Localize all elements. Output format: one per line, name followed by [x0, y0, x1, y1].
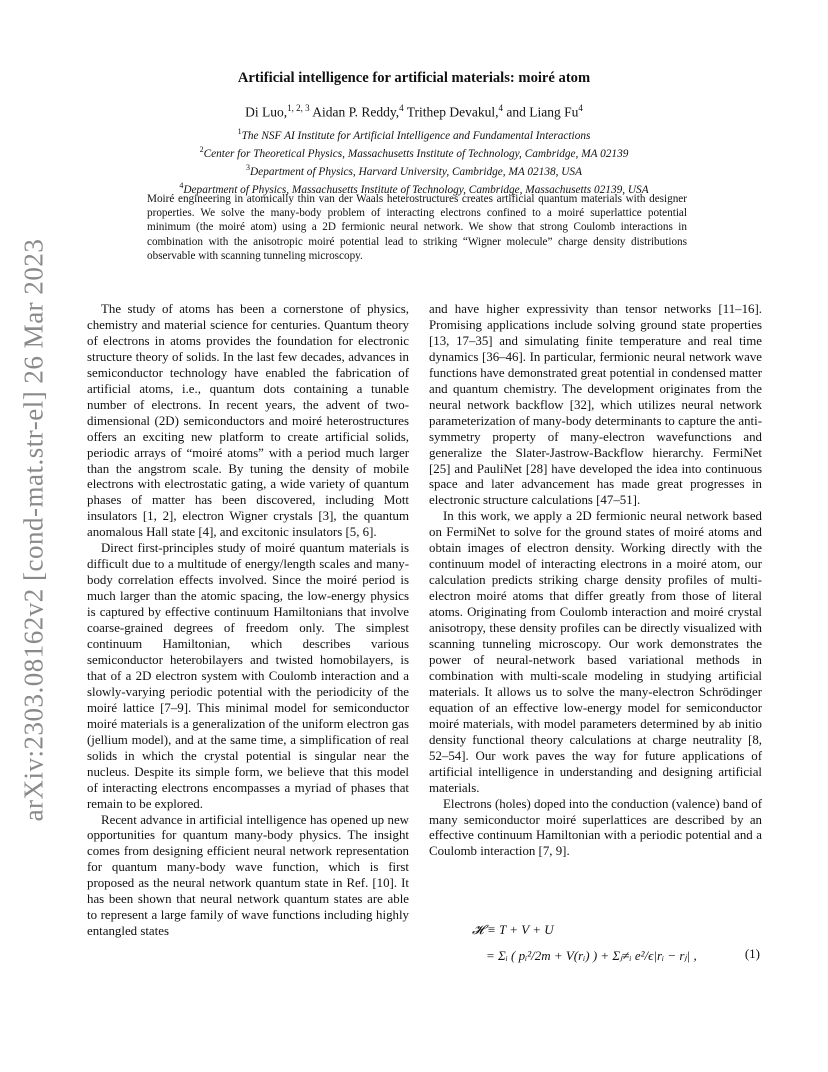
right-column	[429, 302, 762, 860]
abstract: Moiré engineering in atomically thin van der Waals heterostructures creates artificial quantum materials with designer properties. We solve the many-body problem of interacting electrons confined to a moiré superlattice potential minimum (the moiré atom) using a 2D fermionic neural network. We show that strong Coulomb interactions in combination with the anisotropic moiré potential lead to striking “Wigner molecule” charge density distributions observable with scanning tunneling microscopy.	[147, 193, 687, 262]
paper-title: Artificial intelligence for artificial materials: moiré atom	[237, 70, 591, 86]
author-name: Di Luo,	[245, 104, 288, 120]
body-paragraph: Recent advance in artificial intelligence has opened up new opportunities for quantum many-body physics. The insight comes from designing efficient neural network representation for quantum many-body wave function, which is first proposed as the neural network quantum state in Ref. [10]. It has been shown that neural network quantum states are able to represent a large family of wave functions including highly entangled states	[87, 812, 409, 939]
body-paragraph: The study of atoms has been a cornerstone of physics, chemistry and material science for centuries. Quantum theory of electrons in atoms provides the foundation for electronic structure theory of solids. In the last few decades, advances in semiconductor technology have enabled the fabrication of artificial atoms, i.e., quantum dots containing a tunable number of electrons. In recent years, the advent of two-dimensional (2D) semiconductors and moiré heterostructures offers an exciting new platform to create artificial solids, periodic arrays of “moiré atoms” with a period much larger than the angstrom scale. By tuning the density of mobile electrons with electrostatic gating, a wide variety of quantum phases of matter has been discovered, including Mott insulators [1, 2], electron Wigner crystals [3], the quantum anomalous Hall state [4], and excitonic insulators [5, 6].	[87, 302, 409, 540]
equation-line: = Σᵢ ( pᵢ²/2m + V(rᵢ) ) + Σⱼ≠ᵢ e²/ϵ|rᵢ − rⱼ| ,	[486, 948, 697, 963]
author-name: and Liang Fu	[506, 104, 579, 120]
author-name: Trithep Devakul,	[406, 104, 499, 120]
body-paragraph: In this work, we apply a 2D fermionic neural network based on FermiNet to solve for the ground states of moiré atoms and obtain images of electron density. Working directly with the continuum model of interacting electrons in a moiré atom, our calculation predicts striking charge density profiles of multi-electron moiré atoms that differ greatly from those of literal atoms. Originating from Coulomb interaction and moiré crystal anisotropy, these density profiles can be directly visualized with scanning tunneling microscopy. Our work demonstrates the power of neural-network based variational methods in combination with multi-scale modeling in studying artificial materials. It allows us to solve the many-electron Schrödinger equation of an effective low-energy model for semiconductor moiré materials, with model parameters determined by ab initio density functional theory calculations at charge neutrality [8, 52–54]. Our work paves the way for future applications of artificial intelligence in understanding and designing artificial materials.	[429, 509, 762, 795]
author-affil-mark: 4	[498, 103, 504, 113]
affiliation-list	[0, 125, 828, 197]
arxiv-identifier: arXiv:2303.08162v2 [cond-mat.str-el] 26 Mar 2023	[18, 238, 49, 822]
affiliation: $^1$The NSF AI Institute for Artificial Intelligence and Fundamental Interactions	[237, 127, 591, 142]
equation-number: (1)	[744, 946, 760, 961]
author-affil-mark: 1, 2, 3	[287, 103, 310, 113]
body-paragraph: Electrons (holes) doped into the conduction (valence) band of many semiconductor moiré superlattices are described by an effective continuum Hamiltonian with a periodic potential and a Coulomb interaction [7, 9].	[429, 796, 762, 859]
affiliation: $^2$Center for Theoretical Physics, Massachusetts Institute of Technology, Cambridge, MA 02139	[199, 144, 629, 160]
author-list	[0, 103, 828, 121]
affiliation: $^4$Department of Physics, Massachusetts Institute of Technology, Cambridge, Massachusetts 02139, USA	[179, 180, 649, 196]
author-name: Aidan P. Reddy,	[312, 104, 400, 120]
author-affil-mark: 4	[578, 103, 583, 113]
equation-line: 𝓗 ≡ T + V + U	[472, 922, 554, 937]
author-affil-mark: 4	[399, 103, 404, 113]
left-column	[87, 302, 409, 940]
equation-1	[470, 920, 770, 990]
body-paragraph: Direct first-principles study of moiré quantum materials is difficult due to a multitude of energy/length scales and many-body correlation effects involved. Since the moiré period is much larger than the atomic spacing, the low-energy physics is captured by effective continuum Hamiltonians that involve coarse-grained degrees of freedom only. The simplest continuum Hamiltonian, which describes various semiconductor heterobilayers and twisted homobilayers, is that of a 2D electron system with Coulomb interaction and a slowly-varying periodic potential with the periodicity of the moiré lattice [7–9]. This minimal model for semiconductor moiré materials is a generalization of the uniform electron gas (jellium model), and at the same time, a simplification of real solids in which the crystal potential is singular near the nucleus. Despite its simple form, we believe that this model of interacting electrons encompasses a myriad of phases that remain to be explored.	[87, 541, 409, 811]
affiliation: $^3$Department of Physics, Harvard University, Cambridge, MA 02138, USA	[246, 162, 582, 178]
body-paragraph: and have higher expressivity than tensor networks [11–16]. Promising applications include solving ground state properties [13, 17–35] and simulating finite temperature and real time dynamics [36–46]. In particular, fermionic neural network wave functions have demonstrated great potential in condensed matter and quantum chemistry. The development originates from the neural network backflow [32], which utilizes neural network parameterization of many-body determinants to capture the anti-symmetry property of many-electron wavefunctions and generalize the Slater-Jastrow-Backflow hierarchy. FermiNet [25] and PauliNet [28] have developed the idea into continuous space and later advancement has made great progresses in electronic structure calculations [47–51].	[429, 302, 762, 508]
